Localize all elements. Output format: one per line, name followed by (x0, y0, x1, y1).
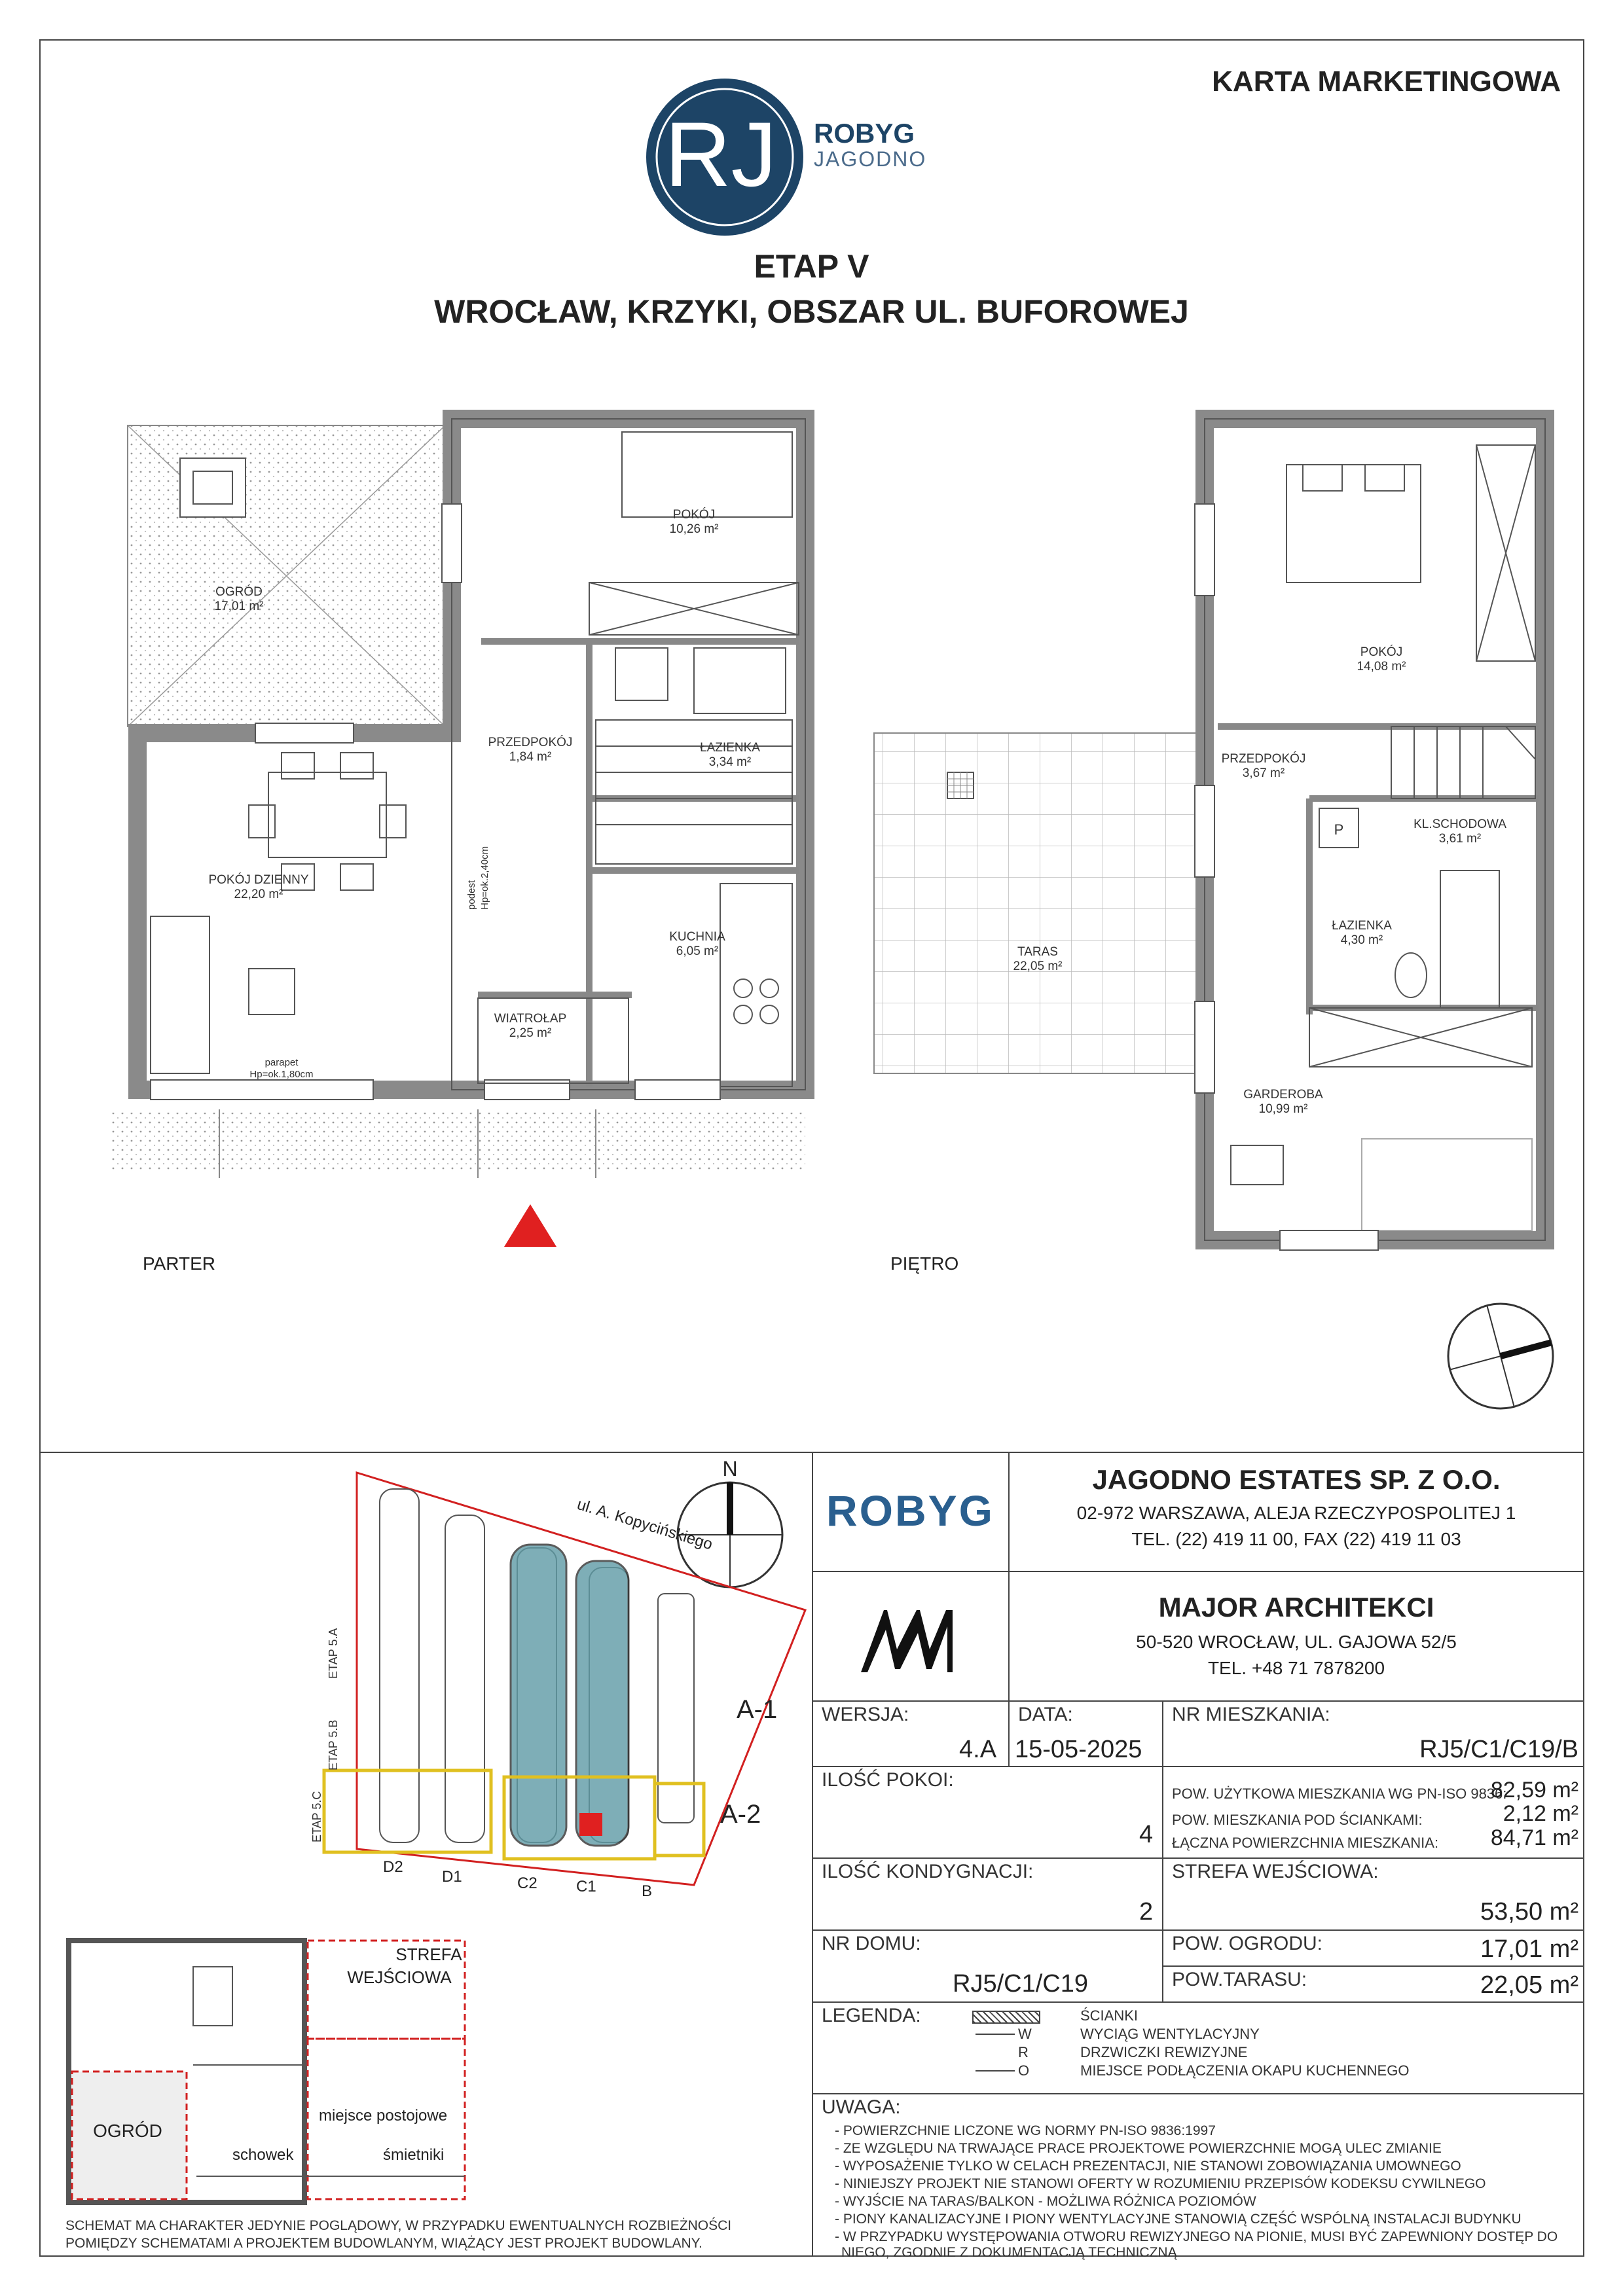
room-label: ŁAZIENKA (1332, 919, 1392, 933)
segment-label: D2 (383, 1858, 403, 1876)
shaft-mark: P (1334, 821, 1344, 838)
room-label: POKÓJ (1360, 645, 1403, 659)
version-label: WERSJA: (822, 1704, 909, 1725)
room-area: 3,67 m² (1242, 766, 1285, 780)
room-label: TARAS (1017, 945, 1058, 959)
under-walls-label: POW. MIESZKANIA POD ŚCIANKAMI: (1172, 1812, 1423, 1828)
legend-title: LEGENDA: (822, 2005, 921, 2026)
total-area-label: ŁĄCZNA POWIERZCHNIA MIESZKANIA: (1172, 1835, 1439, 1851)
sill-note: Hp=ok.1,80cm (249, 1069, 314, 1080)
room-label: ŁAZIENKA (700, 741, 760, 755)
grid-line (812, 1452, 813, 2257)
terrace-value: 22,05 m² (1480, 1971, 1578, 1999)
legend-wall-swatch (972, 2011, 1040, 2024)
block-label: A-1 (737, 1695, 778, 1724)
architect-phone: TEL. +48 71 7878200 (1207, 1658, 1385, 1678)
etap-label: ETAP 5.B (327, 1719, 340, 1770)
under-walls-value: 2,12 m² (1503, 1801, 1578, 1826)
room-area: 3,34 m² (708, 755, 752, 769)
room-area: 10,99 m² (1258, 1102, 1308, 1116)
floors-value: 2 (1139, 1898, 1154, 1926)
unit-label: NR MIESZKANIA: (1172, 1704, 1330, 1725)
legend-arrow (976, 2034, 1015, 2035)
strefa-label: WEJŚCIOWA (347, 1967, 452, 1987)
legend-text: DRZWICZKI REWIZYJNE (1080, 2044, 1248, 2060)
legend-symbol: W (1018, 2026, 1032, 2042)
segment-label: C1 (576, 1878, 596, 1895)
note-line: - POWIERZCHNIE LICZONE WG NORMY PN-ISO 9836:1997 (835, 2123, 1216, 2138)
etap-label: ETAP 5.A (327, 1628, 340, 1679)
bins-label: śmietniki (383, 2146, 445, 2164)
architect-name: MAJOR ARCHITEKCI (1158, 1592, 1434, 1623)
rooms-label: ILOŚĆ POKOI: (822, 1769, 954, 1791)
grid-line (812, 2001, 1584, 2003)
legend-text: MIEJSCE PODŁĄCZENIA OKAPU KUCHENNEGO (1080, 2062, 1410, 2079)
house-value: RJ5/C1/C19 (953, 1970, 1088, 1998)
legend-symbol: O (1018, 2062, 1030, 2079)
slope-note: Hp=ok.2,40cm (479, 846, 490, 910)
segment-label: D1 (442, 1868, 462, 1886)
garden-label: OGRÓD (93, 2121, 162, 2141)
note-line: - PIONY KANALIZACYJNE I PIONY WENTYLACYJNE STANOWIĄ CZĘŚĆ WSPÓLNĄ INSTALACJI BUDYNKU (835, 2212, 1522, 2227)
street-label: ul. A. Kopycińskiego (575, 1495, 715, 1554)
room-area: 22,05 m² (1013, 960, 1063, 973)
room-area: 14,08 m² (1357, 660, 1406, 673)
floors-label: ILOŚĆ KONDYGNACJI: (822, 1861, 1034, 1882)
segment-label: C2 (517, 1874, 538, 1892)
note-line: - ZE WZGLĘDU NA TRWAJĄCE PRACE PROJEKTOWE POWIERZCHNIE MOGĄ ULEC ZMIANIE (835, 2141, 1442, 2156)
grid-line (812, 1700, 1584, 1702)
version-value: 4.A (959, 1736, 997, 1763)
site-plan (301, 1456, 812, 1928)
room-area: 3,61 m² (1438, 832, 1482, 846)
room-label: WIATROŁAP (494, 1012, 567, 1026)
note-line: NIEGO, ZGODNIE Z DOKUMENTACJĄ TECHNICZNĄ (841, 2245, 1177, 2260)
developer-logo: ROBYG (826, 1486, 995, 1535)
room-label: GARDEROBA (1243, 1088, 1323, 1102)
disclaimer-line: SCHEMAT MA CHARAKTER JEDYNIE POGLĄDOWY, W PRZYPADKU EWENTUALNYCH ROZBIEŻNOŚCI (65, 2218, 732, 2233)
architect-address: 50-520 WROCŁAW, UL. GAJOWA 52/5 (1136, 1632, 1457, 1652)
usable-area-label: POW. UŻYTKOWA MIESZKANIA WG PN-ISO 9836: (1172, 1785, 1507, 1802)
stage-title: ETAP V (754, 248, 869, 285)
note-line: - W PRZYPADKU WYSTĘPOWANIA OTWORU REWIZYJNEGO NA PIONIE, MUSI BYĆ ZAPEWNIONY DOSTĘP DO (835, 2229, 1558, 2244)
grid-line (812, 1571, 1584, 1572)
terrace-label: POW.TARASU: (1172, 1969, 1307, 1990)
room-area: 17,01 m² (214, 600, 264, 613)
room-label: KUCHNIA (669, 930, 725, 944)
developer-name: JAGODNO ESTATES SP. Z O.O. (1092, 1464, 1501, 1495)
etap-label: ETAP 5.C (310, 1791, 323, 1842)
room-label: OGRÓD (215, 585, 263, 599)
north-label: N (722, 1457, 738, 1480)
legend-text: ŚCIANKI (1080, 2007, 1139, 2024)
room-area: 10,26 m² (669, 522, 719, 536)
note-line: - WYJŚCIE NA TARAS/BALKON - MOŻLIWA RÓŻNICA POZIOMÓW (835, 2194, 1256, 2209)
room-label: PRZEDPOKÓJ (488, 736, 573, 749)
grid-line (1008, 1700, 1010, 1766)
brand-name: ROBYG (814, 118, 915, 149)
grid-line (812, 1929, 1584, 1931)
parking-label: miejsce postojowe (318, 2107, 448, 2125)
entry-zone-schematic (65, 1934, 471, 2215)
date-label: DATA: (1018, 1704, 1073, 1725)
room-label: POKÓJ DZIENNY (208, 873, 309, 887)
segment-label: B (642, 1882, 653, 1900)
architect-logo (854, 1597, 966, 1682)
grid-line (1162, 1965, 1584, 1967)
room-label: PRZEDPOKÓJ (1221, 752, 1306, 766)
card-title: KARTA MARKETINGOWA (1212, 65, 1561, 98)
notes-title: UWAGA: (822, 2096, 901, 2118)
grid-line (1162, 1700, 1163, 2001)
storage-label: schowek (232, 2146, 294, 2164)
developer-phone: TEL. (22) 419 11 00, FAX (22) 419 11 03 (1131, 1529, 1461, 1549)
grid-line (812, 1857, 1584, 1859)
developer-address: 02-972 WARSZAWA, ALEJA RZECZYPOSPOLITEJ 1 (1076, 1503, 1516, 1523)
room-area: 2,25 m² (509, 1026, 552, 1040)
entrance-marker (504, 1204, 556, 1247)
block-label: A-2 (720, 1800, 761, 1829)
total-area-value: 84,71 m² (1490, 1825, 1578, 1850)
garden-label: POW. OGRODU: (1172, 1933, 1323, 1954)
note-line: - NINIEJSZY PROJEKT NIE STANOWI OFERTY W ROZUMIENIU PRZEPISÓW KODEKSU CYWILNEGO (835, 2176, 1486, 2191)
house-label: NR DOMU: (822, 1933, 921, 1954)
room-label: KL.SCHODOWA (1413, 817, 1506, 831)
room-label: POKÓJ (672, 508, 716, 522)
garden-value: 17,01 m² (1480, 1935, 1578, 1963)
compass-icon (1444, 1299, 1558, 1414)
grid-line (812, 2093, 1584, 2094)
date-value: 15-05-2025 (1015, 1736, 1142, 1763)
entry-zone-value: 53,50 m² (1480, 1898, 1578, 1926)
room-area: 4,30 m² (1340, 933, 1383, 947)
location-title: WROCŁAW, KRZYKI, OBSZAR UL. BUFOROWEJ (434, 293, 1189, 330)
legend-symbol: R (1018, 2044, 1029, 2060)
note-line: - WYPOSAŻENIE TYLKO W CELACH PREZENTACJI, NIE STANOWI ZOBOWIĄZANIA UMOWNEGO (835, 2159, 1461, 2174)
unit-value: RJ5/C1/C19/B (1419, 1736, 1578, 1763)
sill-note: parapet (264, 1057, 299, 1068)
room-area: 22,20 m² (234, 888, 283, 901)
disclaimer-line: POMIĘDZY SCHEMATAMI A PROJEKTEM BUDOWLANYM, WIĄŻĄCY JEST PROJEKT BUDOWLANY. (65, 2236, 702, 2251)
slope-note: podest (466, 880, 477, 910)
brand-sub: JAGODNO (814, 147, 927, 171)
legend-text: WYCIĄG WENTYLACYJNY (1080, 2026, 1260, 2042)
entry-zone-label: STREFA WEJŚCIOWA: (1172, 1861, 1379, 1882)
logo-letters: RJ (665, 103, 777, 206)
logo (645, 77, 805, 238)
ground-floor-label: PARTER (143, 1253, 215, 1274)
rooms-value: 4 (1139, 1821, 1154, 1848)
room-area: 6,05 m² (676, 944, 719, 958)
legend-arrow (976, 2070, 1015, 2072)
grid-line (812, 1766, 1584, 1767)
room-area: 1,84 m² (509, 750, 552, 764)
ground-floor-plan (111, 406, 825, 1257)
usable-area-value: 82,59 m² (1490, 1778, 1578, 1803)
upper-floor-plan (851, 406, 1565, 1257)
upper-floor-label: PIĘTRO (890, 1253, 959, 1274)
strefa-label: STREFA (395, 1945, 462, 1964)
